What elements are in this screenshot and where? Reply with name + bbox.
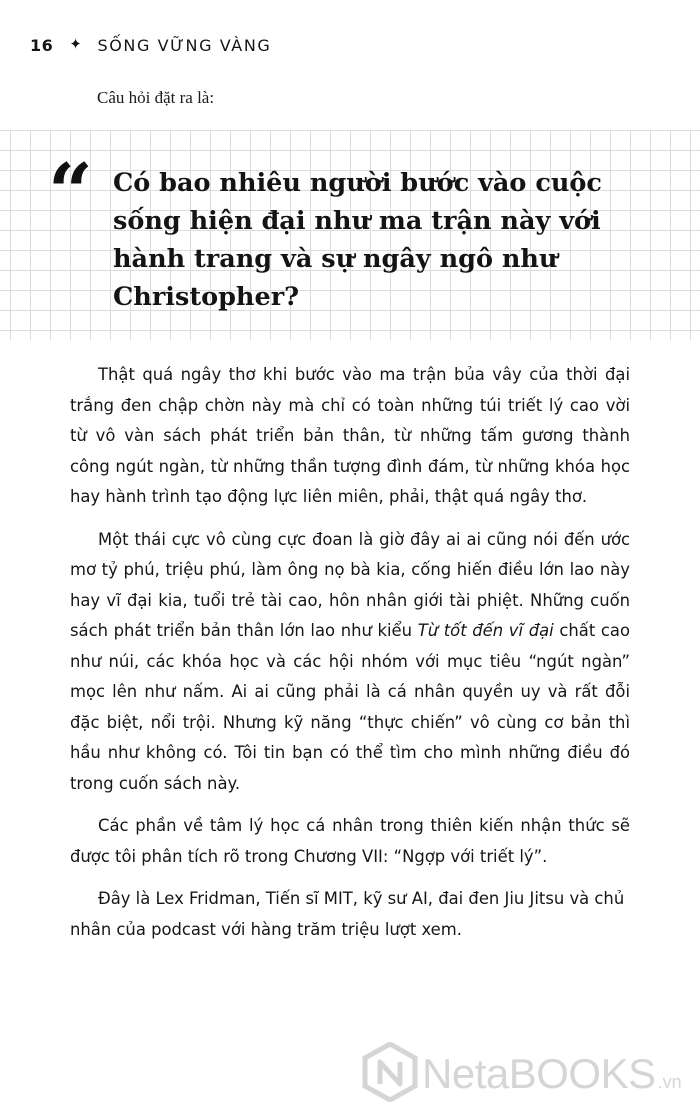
paragraph-2-part-1: Một thái cực vô cùng cực đoan là giờ đây ai ai cũng nói đến ước mơ tỷ phú, triệu phú, làm ông nọ bà kia, cống hiến điều lớn lao này hay vĩ đại kia, tuổi trẻ tài cao, hôn nhân giới tài phiệt. Những cuốn sách phát triển bản thân lớn lao như kiểu <box>70 529 630 640</box>
watermark <box>362 1040 682 1108</box>
paragraph-2 <box>70 525 630 800</box>
quote-mark-icon: “ <box>48 147 93 238</box>
separator-star-icon: ✦ <box>69 35 84 53</box>
watermark-suffix: .vn <box>657 1071 682 1092</box>
pull-quote-text: Có bao nhiêu người bước vào cuộc sống hiện đại như ma trận này với hành trang và sự ngây ngô như Christopher? <box>113 168 602 312</box>
paragraph-4: Đây là Lex Fridman, Tiến sĩ MIT, kỹ sư AI, đai đen Jiu Jitsu và chủ nhân của podcast với hàng trăm triệu lượt xem. <box>70 889 625 939</box>
book-title: SỐNG VỮNG VÀNG <box>97 35 272 55</box>
paragraph-1: Thật quá ngây thơ khi bước vào ma trận bủa vây của thời đại trắng đen chập chờn này mà chỉ có toàn những túi triết lý cao vời từ vô vàn sách phát triển bản thân, từ những tấm gương thành công ngút ngàn, từ những thần tượng đình đám, từ những khóa học hay hành trình tạo động lực liên miên, phải, thật quá ngây thơ. <box>70 365 630 506</box>
intro-line: Câu hỏi đặt ra là: <box>97 88 215 107</box>
neta-logo-icon <box>362 1042 418 1106</box>
paragraph-2-part-2: chất cao như núi, các khóa học và các hội nhóm với mục tiêu “ngút ngàn” mọc lên như nấm. Ai ai cũng phải là cá nhân quyền uy và rất đỗi đặc biệt, nổi trội. Nhưng kỹ năng “thực chiến” vô cùng cơ bản thì hầu như không có. Tôi tin bạn có thể tìm cho mình những điều đó trong cuốn sách này. <box>70 621 630 793</box>
running-header <box>30 32 271 58</box>
body-text <box>70 360 630 957</box>
paragraph-3: Các phần về tâm lý học cá nhân trong thiên kiến nhận thức sẽ được tôi phân tích rõ trong Chương VII: “Ngợp với triết lý”. <box>70 816 630 866</box>
page-number: 16 <box>30 35 54 55</box>
watermark-brand: NetaBOOKS <box>422 1050 656 1097</box>
book-title-italic: Từ tốt đến vĩ đại <box>417 621 554 640</box>
